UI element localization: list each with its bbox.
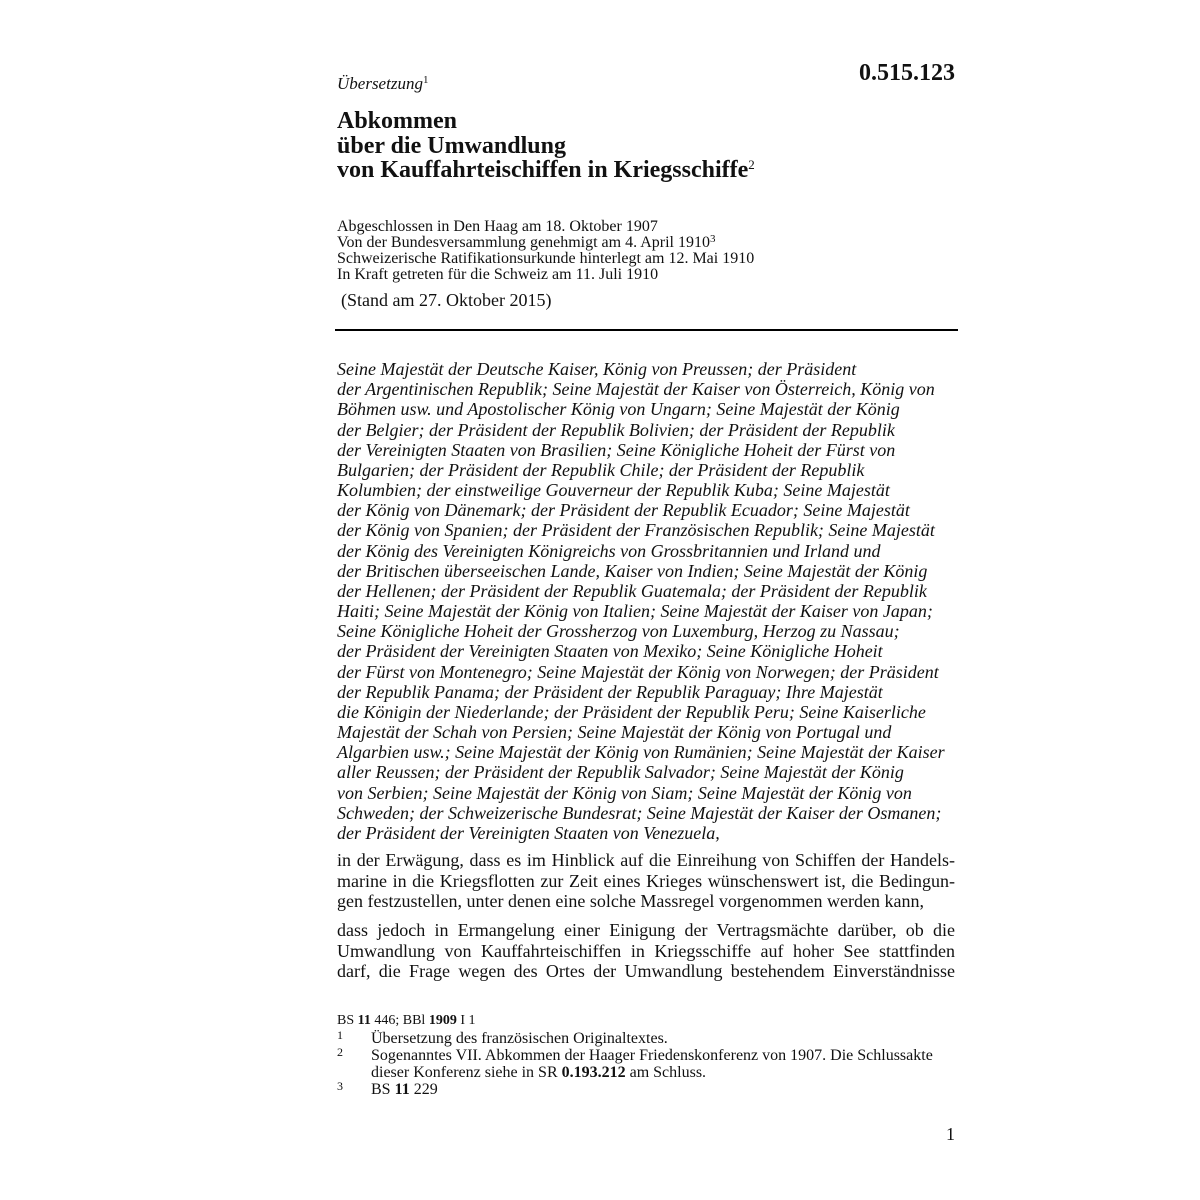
party-line: die Königin der Niederlande; der Präsident der Republik Peru; Seine Kaiserliche bbox=[337, 701, 926, 722]
party-line: Algarbien usw.; Seine Majestät der König von Rumänien; Seine Majestät der Kaiser bbox=[337, 742, 945, 763]
party-line: Seine Majestät der Deutsche Kaiser, König von Preussen; der Präsident bbox=[337, 359, 857, 379]
party-line: von Serbien; Seine Majestät der König von Siam; Seine Majestät der König von bbox=[337, 782, 912, 803]
footnote-3 bbox=[337, 1081, 957, 1098]
party-line: der Britischen überseeischen Lande, Kaiser von Indien; Seine Majestät der König bbox=[337, 560, 928, 581]
paragraph-line: gen festzustellen, unter denen eine solche Massregel vorgenommen werden kann, bbox=[337, 891, 924, 911]
footnote-ref-3: 3 bbox=[710, 233, 716, 245]
footnote-1 bbox=[337, 1030, 957, 1047]
footnote-bs-page: 229 bbox=[413, 1081, 438, 1098]
footnote-number: 1 bbox=[337, 1028, 343, 1042]
translation-label-text: Übersetzung bbox=[337, 74, 423, 93]
meta-concluded: Abgeschlossen in Den Haag am 18. Oktober 1907 bbox=[337, 218, 658, 235]
meta-ratification: Schweizerische Ratifikationsurkunde hinterlegt am 12. Mai 1910 bbox=[337, 250, 755, 267]
document-title bbox=[337, 109, 755, 183]
party-line: der König des Vereinigten Königreichs von Grossbritannien und Irland und bbox=[337, 540, 881, 561]
footnote-number: 2 bbox=[337, 1045, 343, 1059]
paragraph-line: marine in die Kriegsflotten zur Zeit eines Krieges wünschenswert ist, die Bedingun- bbox=[337, 870, 955, 891]
footnotes bbox=[337, 1030, 957, 1098]
source-bs-page: 446; bbox=[374, 1013, 400, 1028]
party-line: Majestät der Schah von Persien; Seine Majestät der König von Portugal und bbox=[337, 722, 892, 743]
preamble-paragraph-1 bbox=[337, 850, 955, 912]
translation-label bbox=[337, 74, 428, 94]
party-line: der Fürst von Montenegro; Seine Majestät der König von Norwegen; der Präsident bbox=[337, 661, 939, 682]
paragraph-line: dass jedoch in Ermangelung einer Einigung der Vertragsmächte darüber, ob die bbox=[337, 920, 955, 940]
party-line: der Belgier; der Präsident der Republik Bolivien; der Präsident der Republik bbox=[337, 419, 895, 440]
footnote-number: 3 bbox=[337, 1079, 343, 1093]
source-reference bbox=[337, 1013, 476, 1029]
paragraph-line: in der Erwägung, dass es im Hinblick auf die Einreihung von Schiffen der Handels- bbox=[337, 850, 955, 870]
party-line: der Republik Panama; der Präsident der Republik Paraguay; Ihre Majestät bbox=[337, 681, 883, 702]
footnote-sr-reference: 0.193.212 bbox=[561, 1064, 626, 1081]
paragraph-line: Umwandlung von Kauffahrteischiffen in Kriegsschiffe auf hoher See stattfinden bbox=[337, 940, 955, 961]
party-line: der Präsident der Vereinigten Staaten von Venezuela, bbox=[337, 822, 720, 843]
party-line: Seine Königliche Hoheit der Grossherzog von Luxemburg, Herzog zu Nassau; bbox=[337, 621, 900, 642]
party-line: Kolumbien; der einstweilige Gouverneur der Republik Kuba; Seine Majestät bbox=[337, 480, 890, 501]
page-number: 1 bbox=[946, 1124, 955, 1144]
title-line-2: über die Umwandlung bbox=[337, 132, 566, 159]
source-bs-volume: 11 bbox=[357, 1013, 371, 1028]
preamble-paragraph-2 bbox=[337, 920, 955, 982]
party-line: der König von Dänemark; der Präsident der Republik Ecuador; Seine Majestät bbox=[337, 500, 910, 521]
source-bs-label: BS bbox=[337, 1013, 355, 1028]
footnote-ref-1: 1 bbox=[422, 74, 429, 86]
meta-approved-text: Von der Bundesversammlung genehmigt am 4. April 1910 bbox=[337, 234, 710, 251]
title-line-3-text: von Kauffahrteischiffen in Kriegsschiffe bbox=[337, 157, 749, 183]
party-line: Böhmen usw. und Apostolischer König von Ungarn; Seine Majestät der König bbox=[337, 399, 900, 420]
footnote-text-line-1: Sogenanntes VII. Abkommen der Haager Friedenskonferenz von 1907. Die Schlussakte bbox=[371, 1047, 933, 1064]
title-line-1: Abkommen bbox=[337, 108, 458, 134]
party-line: Schweden; der Schweizerische Bundesrat; Seine Majestät der Kaiser der Osmanen; bbox=[337, 802, 942, 823]
footnote-2 bbox=[337, 1047, 957, 1081]
party-line: der Hellenen; der Präsident der Republik Guatemala; der Präsident der Republik bbox=[337, 580, 927, 601]
party-line: Bulgarien; der Präsident der Republik Chile; der Präsident der Republik bbox=[337, 459, 865, 480]
sr-number: 0.515.123 bbox=[859, 60, 955, 86]
status-date: (Stand am 27. Oktober 2015) bbox=[341, 290, 552, 310]
document-metadata bbox=[337, 219, 754, 283]
party-line: der König von Spanien; der Präsident der Französischen Republik; Seine Majestät bbox=[337, 520, 935, 541]
paragraph-line: darf, die Frage wegen des Ortes der Umwandlung bestehendem Einverständnisse bbox=[337, 961, 955, 981]
footnote-bs-volume: 11 bbox=[394, 1081, 410, 1098]
source-bbl-year: 1909 bbox=[428, 1013, 457, 1028]
footnote-text-prefix: dieser Konferenz siehe in SR bbox=[371, 1064, 558, 1081]
source-bbl-part: I 1 bbox=[460, 1013, 476, 1028]
party-line: Haiti; Seine Majestät der König von Italien; Seine Majestät der Kaiser von Japan; bbox=[337, 601, 933, 622]
party-line: aller Reussen; der Präsident der Republik Salvador; Seine Majestät der König bbox=[337, 762, 904, 783]
footnote-text-line-2 bbox=[371, 1064, 957, 1081]
footnote-bs-label: BS bbox=[371, 1081, 391, 1098]
title-line-3 bbox=[337, 158, 755, 183]
party-line: der Argentinischen Republik; Seine Majestät der Kaiser von Österreich, König von bbox=[337, 379, 935, 400]
source-bbl-label: BBl bbox=[402, 1013, 426, 1028]
preamble-parties bbox=[337, 359, 957, 843]
footnote-text-suffix: am Schluss. bbox=[629, 1064, 707, 1081]
party-line: der Vereinigten Staaten von Brasilien; Seine Königliche Hoheit der Fürst von bbox=[337, 439, 896, 460]
meta-in-force: In Kraft getreten für die Schweiz am 11. Juli 1910 bbox=[337, 266, 659, 283]
party-line: der Präsident der Vereinigten Staaten von Mexiko; Seine Königliche Hoheit bbox=[337, 641, 883, 662]
footnote-text: Übersetzung des französischen Originaltextes. bbox=[371, 1030, 668, 1047]
footnote-ref-2: 2 bbox=[748, 157, 755, 172]
header-rule bbox=[335, 329, 958, 331]
meta-approved bbox=[337, 235, 754, 251]
